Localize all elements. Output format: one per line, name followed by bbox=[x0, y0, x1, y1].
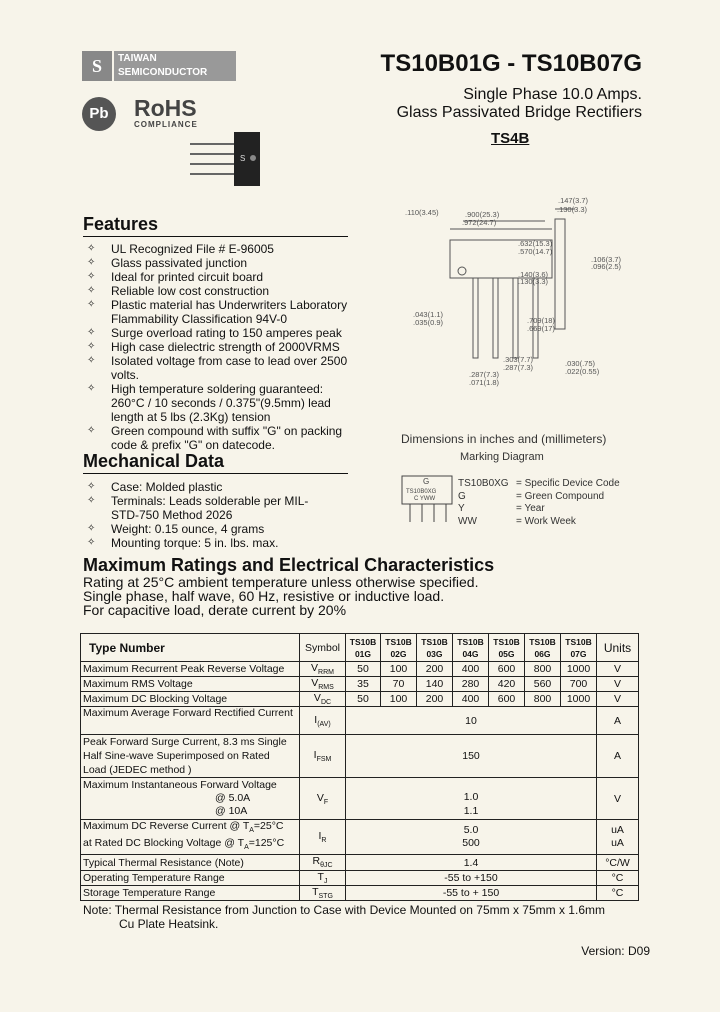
marking-desc: = Work Week bbox=[516, 515, 576, 527]
param-cell: Maximum Recurrent Peak Reverse Voltage bbox=[81, 662, 300, 677]
rohs-compliance-label: COMPLIANCE bbox=[134, 120, 198, 129]
value-cell: 280 bbox=[453, 677, 489, 692]
dimension-label: .130(3.3) bbox=[518, 277, 549, 286]
value-cell: 800 bbox=[525, 662, 561, 677]
param-cell: Peak Forward Surge Current, 8.3 ms Single Half Sine-wave Superimposed on Rated Load (JEDEC method ) bbox=[81, 735, 300, 778]
table-row bbox=[81, 778, 639, 820]
dimension-label: .709(18) bbox=[527, 316, 555, 325]
value-cell: 560 bbox=[525, 677, 561, 692]
feature-item bbox=[83, 340, 358, 354]
feature-item bbox=[83, 326, 358, 340]
dimension-label: .570(14.7) bbox=[518, 247, 553, 256]
dimension-label: .972(24.7) bbox=[462, 218, 497, 227]
value-cell: 5.0 500 bbox=[346, 820, 597, 855]
mechanical-item bbox=[83, 494, 333, 522]
marking-legend-row bbox=[458, 503, 620, 516]
feature-item bbox=[83, 242, 358, 256]
ratings-conditions bbox=[83, 575, 478, 617]
rohs-label: RoHS bbox=[134, 95, 197, 121]
value-cell: 800 bbox=[525, 692, 561, 707]
value-cell: 1.0 1.1 bbox=[346, 778, 597, 820]
dimension-label: .110(3.45) bbox=[405, 208, 439, 217]
mechanical-text: Weight: 0.15 ounce, 4 grams bbox=[111, 522, 265, 536]
bullet-icon: ✧ bbox=[87, 425, 96, 436]
header-type-number: Type Number bbox=[81, 634, 300, 662]
mechanical-list bbox=[83, 480, 333, 550]
param-cell: Typical Thermal Resistance (Note) bbox=[81, 855, 300, 870]
header-symbol: Symbol bbox=[300, 634, 346, 662]
ratings-table bbox=[80, 633, 639, 901]
symbol-cell: $I_{FSM}$ bbox=[300, 735, 346, 778]
dimension-label: .096(2.5) bbox=[591, 262, 622, 271]
symbol-cell: $T_{STG}$ bbox=[300, 885, 346, 900]
header-part: TS10B 01G bbox=[346, 634, 381, 662]
param-cell: Maximum RMS Voltage bbox=[81, 677, 300, 692]
param-cell: Operating Temperature Range bbox=[81, 870, 300, 885]
unit-cell: V bbox=[597, 662, 639, 677]
header-part: TS10B 03G bbox=[417, 634, 453, 662]
bullet-icon: ✧ bbox=[87, 495, 96, 506]
ratings-line2: Single phase, half wave, 60 Hz, resistive or inductive load. bbox=[83, 588, 445, 604]
param-cell: Maximum Instantaneous Forward Voltage @ 5.0A @ 10A bbox=[81, 778, 300, 820]
dimension-label: .071(1.8) bbox=[469, 378, 500, 387]
value-cell: 400 bbox=[453, 662, 489, 677]
note-line1: Note: Thermal Resistance from Junction to Case with Device Mounted on 75mm x 75mm x 1.6mm bbox=[83, 903, 605, 917]
feature-item bbox=[83, 354, 358, 382]
param-cell: Maximum DC Blocking Voltage bbox=[81, 692, 300, 707]
header-part: TS10B 05G bbox=[489, 634, 525, 662]
value-cell: 600 bbox=[489, 662, 525, 677]
feature-text: Plastic material has Underwriters Laboratory Flammability Classification 94V-0 bbox=[111, 298, 348, 326]
header-part: TS10B 07G bbox=[561, 634, 597, 662]
bullet-icon: ✧ bbox=[87, 285, 96, 296]
value-cell: 700 bbox=[561, 677, 597, 692]
bullet-icon: ✧ bbox=[87, 271, 96, 282]
table-row bbox=[81, 707, 639, 735]
value-cell: 50 bbox=[346, 662, 381, 677]
dimension-label: .030(.75) bbox=[565, 359, 596, 368]
marking-code: G bbox=[458, 490, 466, 502]
pb-free-badge: Pb bbox=[82, 97, 116, 131]
unit-cell: °C bbox=[597, 870, 639, 885]
feature-text: Green compound with suffix "G" on packing code & prefix "G" on datecode. bbox=[111, 424, 343, 452]
feature-text: Reliable low cost construction bbox=[111, 284, 270, 298]
marking-legend-row bbox=[458, 516, 620, 529]
bullet-icon: ✧ bbox=[87, 299, 96, 310]
feature-item bbox=[83, 298, 358, 326]
value-cell: 100 bbox=[381, 692, 417, 707]
value-cell: 100 bbox=[381, 662, 417, 677]
package-name: TS4B bbox=[491, 130, 530, 147]
feature-item bbox=[83, 256, 358, 270]
dimension-label: .140(3.6) bbox=[518, 270, 549, 279]
bullet-icon: ✧ bbox=[87, 537, 96, 548]
table-row bbox=[81, 820, 639, 855]
dimension-label: .632(15.3) bbox=[518, 239, 553, 248]
ratings-title: Maximum Ratings and Electrical Characteristics bbox=[83, 555, 495, 575]
dimension-label: .130(3.3) bbox=[557, 205, 588, 214]
param-cell: Maximum Average Forward Rectified Current bbox=[81, 707, 300, 735]
document-subtitle bbox=[302, 86, 642, 122]
bullet-icon: ✧ bbox=[87, 341, 96, 352]
symbol-cell: $T_J$ bbox=[300, 870, 346, 885]
feature-item bbox=[83, 382, 358, 424]
ratings-line3: For capacitive load, derate current by 20% bbox=[83, 602, 347, 618]
dimension-label: .303(7.7) bbox=[503, 355, 534, 364]
unit-cell: °C bbox=[597, 885, 639, 900]
bullet-icon: ✧ bbox=[87, 523, 96, 534]
marking-code: Y bbox=[458, 503, 465, 515]
features-title: Features bbox=[83, 214, 348, 237]
dimension-label: .106(3.7) bbox=[591, 255, 622, 264]
bullet-icon: ✧ bbox=[87, 257, 96, 268]
chip-code-2: C YWW bbox=[414, 496, 436, 502]
table-row bbox=[81, 735, 639, 778]
table-row bbox=[81, 662, 639, 677]
dimension-label: .669(17) bbox=[527, 324, 555, 333]
mechanical-text: Case: Molded plastic bbox=[111, 480, 223, 494]
header-part: TS10B 06G bbox=[525, 634, 561, 662]
mechanical-item bbox=[83, 480, 333, 494]
value-cell: 50 bbox=[346, 692, 381, 707]
marking-code: WW bbox=[458, 515, 477, 527]
header-units: Units bbox=[597, 634, 639, 662]
symbol-cell: $V_F$ bbox=[300, 778, 346, 820]
table-row bbox=[81, 677, 639, 692]
note-line2: Cu Plate Heatsink. bbox=[119, 917, 219, 931]
value-cell: 1.4 bbox=[346, 855, 597, 870]
symbol-cell: $V_{DC}$ bbox=[300, 692, 346, 707]
bullet-icon: ✧ bbox=[87, 355, 96, 366]
feature-item bbox=[83, 424, 358, 452]
mechanical-text: Terminals: Leads solderable per MIL-STD-750 Method 2026 bbox=[111, 494, 309, 522]
feature-text: High temperature soldering guaranteed: 260°C / 10 seconds / 0.375"(9.5mm) lead length at 5 lbs (2.3Kg) tension bbox=[111, 382, 331, 424]
value-cell: 200 bbox=[417, 662, 453, 677]
value-cell: -55 to +150 bbox=[346, 870, 597, 885]
symbol-cell: $I_R$ bbox=[300, 820, 346, 855]
logo-mark: S bbox=[82, 51, 112, 81]
feature-item bbox=[83, 270, 358, 284]
ratings-line1: Rating at 25°C ambient temperature unless otherwise specified. bbox=[83, 574, 479, 590]
marking-desc: = Year bbox=[516, 503, 545, 515]
unit-cell: V bbox=[597, 677, 639, 692]
marking-legend-row bbox=[458, 478, 620, 491]
unit-cell: V bbox=[597, 692, 639, 707]
feature-text: High case dielectric strength of 2000VRMS bbox=[111, 340, 340, 354]
dimension-label: .043(1.1) bbox=[413, 310, 444, 319]
feature-text: UL Recognized File # E-96005 bbox=[111, 242, 274, 256]
unit-cell: °C/W bbox=[597, 855, 639, 870]
company-logo bbox=[82, 51, 236, 81]
features-list bbox=[83, 242, 358, 452]
dimension-label: .900(25.3) bbox=[465, 210, 500, 219]
mechanical-item bbox=[83, 522, 333, 536]
value-cell: 150 bbox=[346, 735, 597, 778]
value-cell: -55 to + 150 bbox=[346, 885, 597, 900]
unit-cell: A bbox=[597, 735, 639, 778]
header-part: TS10B 02G bbox=[381, 634, 417, 662]
marking-diagram-caption: Marking Diagram bbox=[460, 451, 544, 463]
dimension-label: .035(0.9) bbox=[413, 318, 444, 327]
subtitle-line1: Single Phase 10.0 Amps. bbox=[463, 86, 642, 103]
thermal-note bbox=[83, 903, 605, 931]
mechanical-text: Mounting torque: 5 in. lbs. max. bbox=[111, 536, 279, 550]
document-title: TS10B01G - TS10B07G bbox=[380, 50, 642, 77]
value-cell: 400 bbox=[453, 692, 489, 707]
feature-text: Surge overload rating to 150 amperes peak bbox=[111, 326, 342, 340]
unit-cell: V bbox=[597, 778, 639, 820]
bullet-icon: ✧ bbox=[87, 383, 96, 394]
dimension-drawing bbox=[405, 195, 640, 395]
dimension-label: .147(3.7) bbox=[558, 196, 589, 205]
symbol-cell: $I_{(AV)}$ bbox=[300, 707, 346, 735]
package-image bbox=[190, 128, 270, 188]
chip-top-mark: G bbox=[423, 477, 430, 486]
unit-cell: A bbox=[597, 707, 639, 735]
value-cell: 1000 bbox=[561, 662, 597, 677]
bullet-icon: ✧ bbox=[87, 243, 96, 254]
value-cell: 420 bbox=[489, 677, 525, 692]
value-cell: 70 bbox=[381, 677, 417, 692]
bullet-icon: ✧ bbox=[87, 327, 96, 338]
marking-desc: = Specific Device Code bbox=[516, 478, 620, 489]
feature-item bbox=[83, 284, 358, 298]
dimension-label: .287(7.3) bbox=[469, 370, 500, 379]
version-label: Version: D09 bbox=[581, 944, 650, 958]
dimension-label: .022(0.55) bbox=[565, 367, 600, 376]
subtitle-line2: Glass Passivated Bridge Rectifiers bbox=[396, 104, 642, 121]
symbol-cell: $V_{RRM}$ bbox=[300, 662, 346, 677]
svg-text:S: S bbox=[240, 154, 246, 163]
value-cell: 35 bbox=[346, 677, 381, 692]
feature-text: Isolated voltage from case to lead over 2500 volts. bbox=[111, 354, 348, 382]
marking-code: TS10B0XG bbox=[458, 478, 509, 489]
table-row bbox=[81, 885, 639, 900]
unit-cell: uA uA bbox=[597, 820, 639, 855]
param-cell: Maximum DC Reverse Current @ $T_A=25^\circ C$ at Rated DC Blocking Voltage @ $T_A=125^\circ C$ bbox=[81, 820, 300, 855]
table-header-row bbox=[81, 634, 639, 662]
value-cell: 10 bbox=[346, 707, 597, 735]
table-row bbox=[81, 855, 639, 870]
mechanical-item bbox=[83, 536, 333, 550]
marking-desc: = Green Compound bbox=[516, 490, 605, 502]
symbol-cell: $R_{\theta JC}$ bbox=[300, 855, 346, 870]
feature-text: Glass passivated junction bbox=[111, 256, 248, 270]
header-part: TS10B 04G bbox=[453, 634, 489, 662]
logo-line1: TAIWAN bbox=[118, 53, 157, 64]
marking-chip bbox=[400, 472, 456, 524]
logo-text bbox=[114, 51, 236, 81]
value-cell: 200 bbox=[417, 692, 453, 707]
chip-code: TS10B0XG bbox=[406, 489, 437, 495]
marking-legend-row bbox=[458, 491, 620, 504]
logo-line2: SEMICONDUCTOR bbox=[118, 67, 208, 78]
mechanical-title: Mechanical Data bbox=[83, 451, 348, 474]
table-row bbox=[81, 692, 639, 707]
bullet-icon: ✧ bbox=[87, 481, 96, 492]
value-cell: 1000 bbox=[561, 692, 597, 707]
param-cell: Storage Temperature Range bbox=[81, 885, 300, 900]
marking-legend bbox=[458, 478, 620, 528]
dimensions-caption: Dimensions in inches and (millimeters) bbox=[401, 432, 607, 446]
value-cell: 140 bbox=[417, 677, 453, 692]
feature-text: Ideal for printed circuit board bbox=[111, 270, 264, 284]
dimension-label: .287(7.3) bbox=[503, 363, 534, 372]
symbol-cell: $V_{RMS}$ bbox=[300, 677, 346, 692]
value-cell: 600 bbox=[489, 692, 525, 707]
table-row bbox=[81, 870, 639, 885]
